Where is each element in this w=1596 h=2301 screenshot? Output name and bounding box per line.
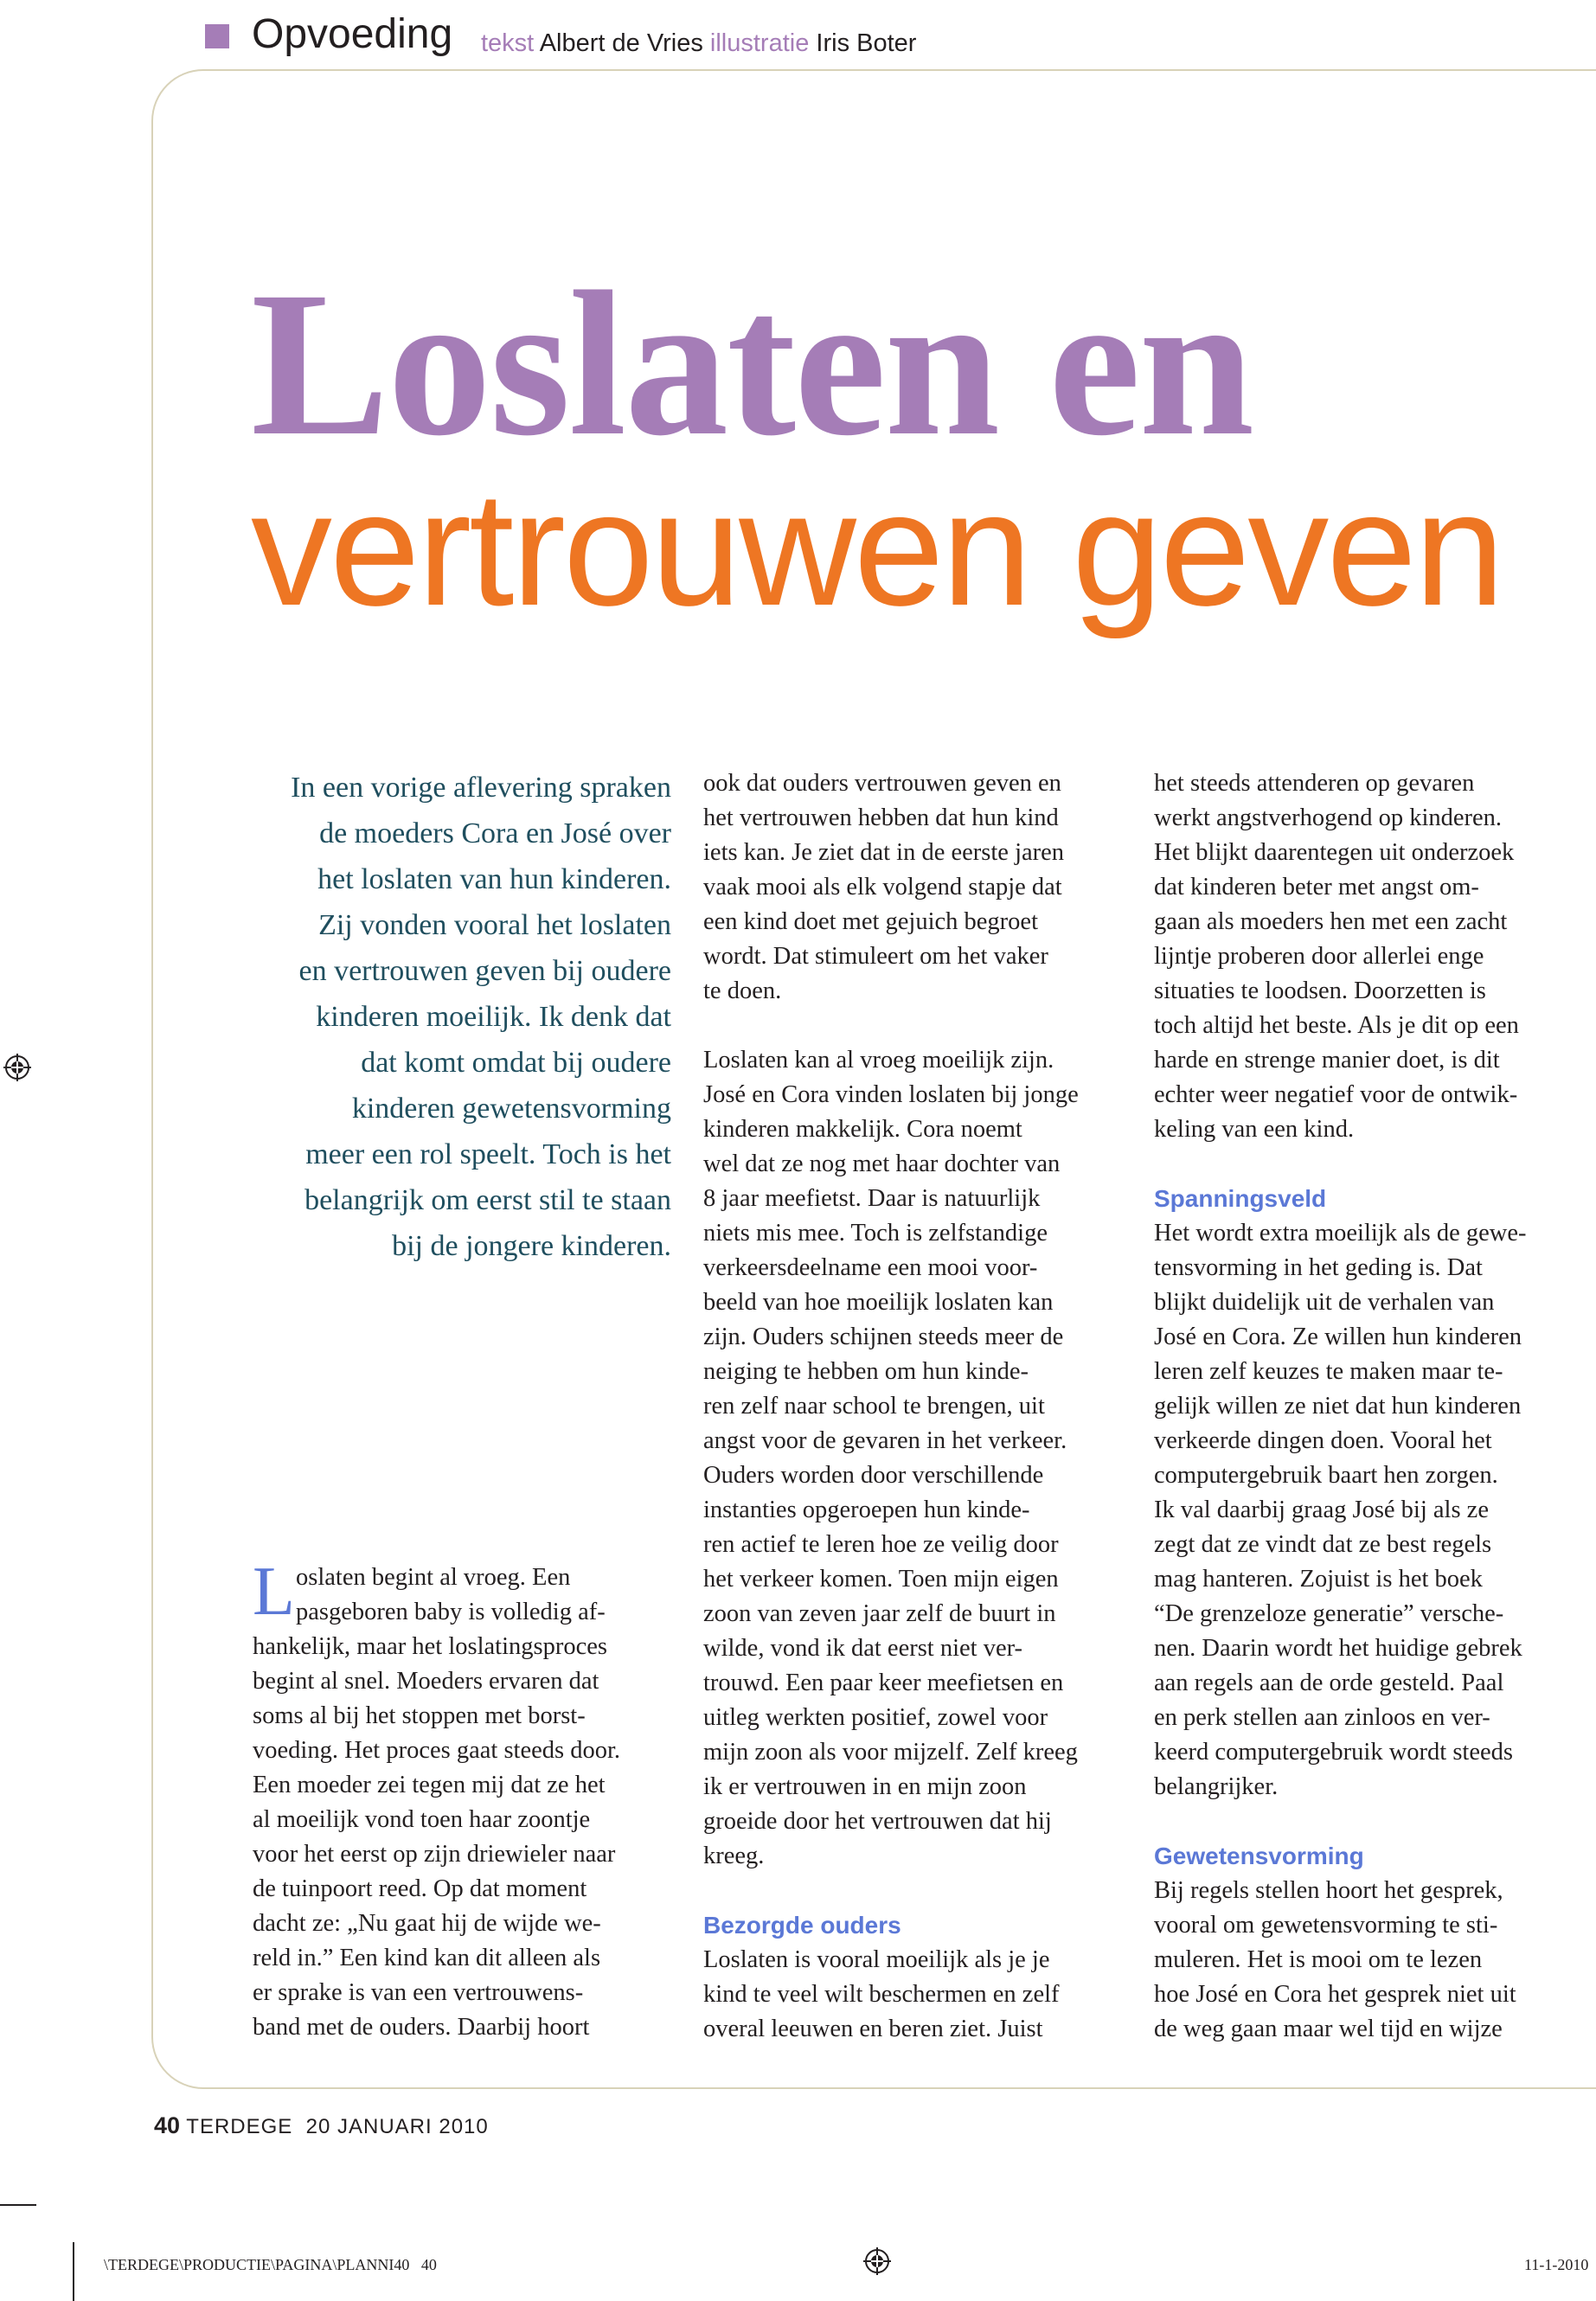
body-line: kreeg. — [703, 1843, 765, 1869]
body-line: Een moeder zei tegen mij dat ze het — [253, 1772, 606, 1798]
body-line: te doen. — [703, 977, 782, 1004]
body-line: computergebruik baart hen zorgen. — [1154, 1462, 1498, 1489]
credits — [481, 29, 916, 58]
body-line: voeding. Het proces gaat steeds door. — [253, 1737, 621, 1764]
body-line: instanties opgeroepen hun kinde- — [703, 1497, 1030, 1523]
registration-mark-icon — [3, 1054, 31, 1081]
body-line: vooral om gewetensvorming te sti- — [1154, 1912, 1498, 1939]
body-line: Bij regels stellen hoort het gesprek, — [1154, 1877, 1503, 1904]
body-line: pasgeboren baby is volledig af- — [296, 1599, 606, 1625]
body-line: begint al snel. Moeders ervaren dat — [253, 1668, 599, 1695]
column-2 — [703, 766, 1079, 2047]
intro-paragraph — [251, 765, 671, 1269]
body-line: dacht ze: „Nu gaat hij de wijde we- — [253, 1910, 601, 1937]
body-line: het verkeer komen. Toen mijn eigen — [703, 1566, 1059, 1593]
body-line: wordt. Dat stimuleert om het vaker — [703, 943, 1048, 970]
body-line: José en Cora. Ze willen hun kinderen — [1154, 1324, 1522, 1350]
body-line: de tuinpoort reed. Op dat moment — [253, 1875, 587, 1902]
body-line: voor het eerst op zijn driewieler naar — [253, 1841, 616, 1868]
body-line: belangrijker. — [1154, 1773, 1279, 1800]
intro-line: de moeders Cora en José over — [319, 817, 671, 849]
body-line: niets mis mee. Toch is zelfstandige — [703, 1220, 1048, 1247]
body-line: ren zelf naar school te brengen, uit — [703, 1393, 1045, 1420]
body-line: keling van een kind. — [1154, 1116, 1355, 1143]
body-line: soms al bij het stoppen met borst- — [253, 1702, 586, 1729]
intro-line: het loslaten van hun kinderen. — [317, 863, 671, 895]
body-line: de weg gaan maar wel tijd en wijze — [1154, 2016, 1503, 2042]
page-number: 40 — [154, 2112, 181, 2138]
intro-line: In een vorige aflevering spraken — [291, 772, 671, 804]
article-title-line2: vertrouwen geven — [251, 458, 1503, 639]
body-line: Ouders worden door verschillende — [703, 1462, 1044, 1489]
body-line: nen. Daarin wordt het huidige gebrek — [1154, 1635, 1522, 1662]
body-line: hankelijk, maar het loslatingsproces — [253, 1633, 607, 1660]
intro-line: Zij vonden vooral het loslaten — [318, 909, 671, 941]
section-title: Opvoeding — [252, 11, 453, 57]
column-1 — [253, 1561, 620, 2045]
magazine-name: TERDEGE — [186, 2115, 293, 2138]
body-line: verkeersdeelname een mooi voor- — [703, 1254, 1038, 1281]
body-line: groeide door het vertrouwen dat hij — [703, 1808, 1052, 1835]
body-line: iets kan. Je ziet dat in de eerste jaren — [703, 839, 1065, 866]
section-marker — [205, 24, 229, 48]
paragraph-gap — [703, 1874, 1079, 1908]
body-line: zoon van zeven jaar zelf de buurt in — [703, 1600, 1056, 1627]
body-line: overal leeuwen en beren ziet. Juist — [703, 2016, 1043, 2042]
body-line: trouwd. Een paar keer meefietsen en — [703, 1670, 1064, 1696]
body-line: aan regels aan de orde gesteld. Paal — [1154, 1670, 1504, 1696]
body-line: ik er vertrouwen in en mijn zoon — [703, 1773, 1027, 1800]
body-line: verkeerde dingen doen. Vooral het — [1154, 1427, 1492, 1454]
body-line: blijkt duidelijk uit de verhalen van — [1154, 1289, 1495, 1316]
body-line: ren actief te leren hoe ze veilig door — [703, 1531, 1059, 1558]
intro-line: belangrijk om eerst stil te staan — [304, 1184, 671, 1216]
body-line: dat kinderen beter met angst om- — [1154, 874, 1479, 901]
illustrator-name: Iris Boter — [816, 29, 917, 57]
text-label: tekst — [481, 29, 535, 57]
slug-page: 40 — [420, 2256, 437, 2273]
body-line: zijn. Ouders schijnen steeds meer de — [703, 1324, 1064, 1350]
body-line: wilde, vond ik dat eerst niet ver- — [703, 1635, 1023, 1662]
body-line: leren zelf keuzes te maken maar te- — [1154, 1358, 1503, 1385]
body-line: 8 jaar meefietst. Daar is natuurlijk — [703, 1185, 1041, 1212]
body-line: ook dat ouders vertrouwen geven en — [703, 770, 1061, 797]
body-line: al moeilijk vond toen haar zoontje — [253, 1806, 591, 1833]
body-line: angst voor de gevaren in het verkeer. — [703, 1427, 1067, 1454]
subheading-gewetensvorming: Gewetensvorming — [1154, 1843, 1364, 1869]
crop-mark — [73, 2242, 74, 2301]
body-line: zegt dat ze vindt dat ze best regels — [1154, 1531, 1492, 1558]
body-line: muleren. Het is mooi om te lezen — [1154, 1946, 1483, 1973]
body-line: vaak mooi als elk volgend stapje dat — [703, 874, 1062, 901]
body-line: Ik val daarbij graag José bij als ze — [1154, 1497, 1489, 1523]
body-line: hoe José en Cora het gesprek niet uit — [1154, 1981, 1516, 2008]
author-name: Albert de Vries — [539, 29, 703, 57]
body-line: Het wordt extra moeilijk als de gewe- — [1154, 1220, 1527, 1247]
body-line: Loslaten is vooral moeilijk als je je — [703, 1946, 1050, 1973]
body-line: mijn zoon als voor mijzelf. Zelf kreeg — [703, 1739, 1078, 1766]
body-line: “De grenzeloze generatie” versche- — [1154, 1600, 1504, 1627]
intro-line: bij de jongere kinderen. — [392, 1230, 671, 1262]
body-line: kinderen makkelijk. Cora noemt — [703, 1116, 1022, 1143]
body-line: en perk stellen aan zinloos en ver- — [1154, 1704, 1490, 1731]
body-line: keerd computergebruik wordt steeds — [1154, 1739, 1513, 1766]
body-line: mag hanteren. Zojuist is het boek — [1154, 1566, 1483, 1593]
slug-date: 11-1-2010 — [1524, 2256, 1589, 2273]
paragraph-gap — [1154, 1804, 1527, 1839]
body-line: kind te veel wilt beschermen en zelf — [703, 1981, 1060, 2008]
registration-mark-icon — [863, 2247, 891, 2275]
body-line: lijntje proberen door allerlei enge — [1154, 943, 1484, 970]
body-line: echter weer negatief voor de ontwik- — [1154, 1081, 1518, 1108]
intro-line: dat komt omdat bij oudere — [361, 1047, 671, 1079]
body-line: wel dat ze nog met haar dochter van — [703, 1150, 1061, 1177]
body-line: oslaten begint al vroeg. Een — [296, 1564, 571, 1591]
body-line: gelijk willen ze niet dat hun kinderen — [1154, 1393, 1522, 1420]
page-footer — [154, 2112, 489, 2139]
subheading-bezorgde-ouders: Bezorgde ouders — [703, 1912, 901, 1939]
article-title-line1: Loslaten en — [251, 248, 1253, 478]
body-line: het vertrouwen hebben dat hun kind — [703, 804, 1059, 831]
body-line: uitleg werkten positief, zowel voor — [703, 1704, 1048, 1731]
body-line: gaan als moeders hen met een zacht — [1154, 908, 1508, 935]
body-line: Loslaten kan al vroeg moeilijk zijn. — [703, 1047, 1054, 1074]
slug-path: \TERDEGE\PRODUCTIE\PAGINA\PLANNI40 — [104, 2256, 410, 2273]
body-line: neiging te hebben om hun kinde- — [703, 1358, 1029, 1385]
intro-line: kinderen gewetensvorming — [351, 1093, 671, 1125]
body-line: er sprake is van een vertrouwens- — [253, 1979, 584, 2006]
body-line: beeld van hoe moeilijk loslaten kan — [703, 1289, 1054, 1316]
paragraph-gap — [1154, 1147, 1527, 1182]
slug-line — [104, 2256, 437, 2274]
body-line: situaties te loodsen. Doorzetten is — [1154, 977, 1486, 1004]
issue-date: 20 JANUARI 2010 — [305, 2115, 489, 2138]
illustration-label: illustratie — [709, 29, 810, 57]
body-line: harde en strenge manier doet, is dit — [1154, 1047, 1500, 1074]
body-line: werkt angstverhogend op kinderen. — [1154, 804, 1503, 831]
intro-line: kinderen moeilijk. Ik denk dat — [316, 1001, 671, 1033]
body-line: een kind doet met gejuich begroet — [703, 908, 1038, 935]
body-line: toch altijd het beste. Als je dit op een — [1154, 1012, 1519, 1039]
body-line: band met de ouders. Daarbij hoort — [253, 2014, 590, 2041]
body-line: José en Cora vinden loslaten bij jonge — [703, 1081, 1079, 1108]
column-3 — [1154, 766, 1527, 2047]
body-line: Het blijkt daarentegen uit onderzoek — [1154, 839, 1515, 866]
body-line: tensvorming in het geding is. Dat — [1154, 1254, 1483, 1281]
paragraph-gap — [703, 1009, 1079, 1043]
crop-mark — [0, 2204, 36, 2206]
body-line: reld in.” Een kind kan dit alleen als — [253, 1945, 601, 1971]
drop-cap: L — [253, 1554, 295, 1630]
intro-line: en vertrouwen geven bij oudere — [298, 955, 671, 987]
body-line: het steeds attenderen op gevaren — [1154, 770, 1475, 797]
subheading-spanningsveld: Spanningsveld — [1154, 1185, 1327, 1212]
intro-line: meer een rol speelt. Toch is het — [305, 1138, 671, 1170]
